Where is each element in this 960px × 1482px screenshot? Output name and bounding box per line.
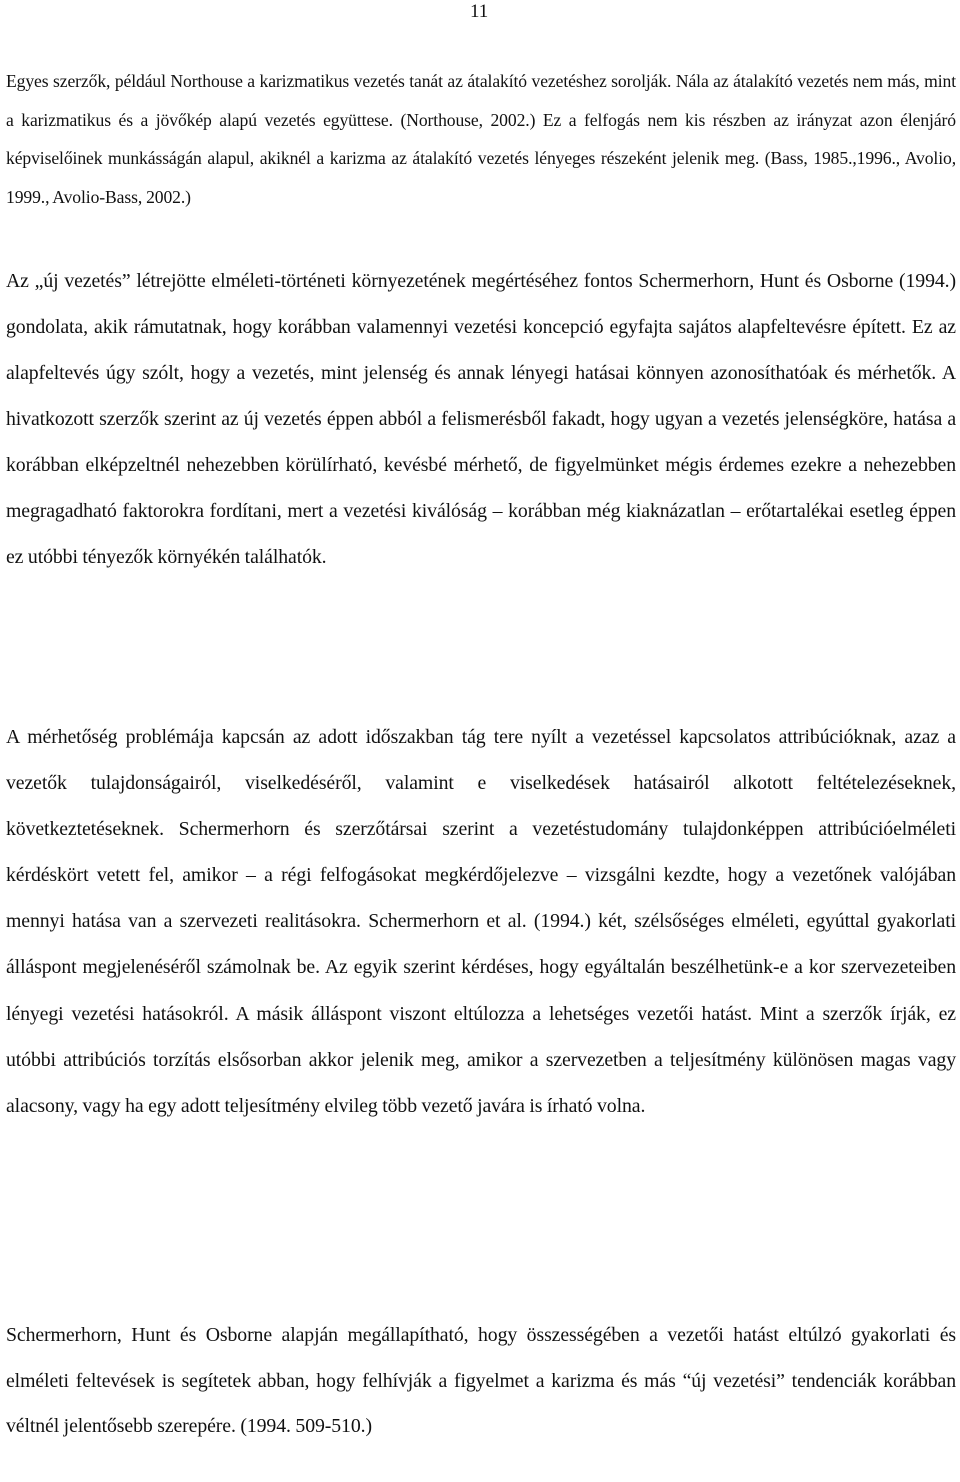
page-number: 11 (470, 1, 489, 22)
paragraph-new-leadership-context: Az „új vezetés” létrejötte elméleti-történeti környezetének megértéséhez fontos Schermerhorn, Hunt és Osborne (1994.) gondolata, akik rámutatnak, hogy korábban valamennyi vezetési koncepció egyfajta sajátos alapfeltevésre épített. Ez az alapfeltevés úgy szólt, hogy a vezetés, mint jelenség és annak lényegi hatásai könnyen azonosíthatóak és mérhetők. A hivatkozott szerzők szerint az új vezetés éppen abból a felismerésből fakadt, hogy ugyan a vezetés jelenségköre, hatása a korábban elképzeltnél nehezebben körülírható, kevésbé mérhető, de figyelmünket mégis érdemes ezekre a nehezebben megragadható faktorokra fordítani, mert a vezetési kiválóság – korábban még kiaknázatlan – erőtartalékai esetleg éppen ez utóbbi tényezők környékén találhatók. (6, 270, 956, 568)
paragraph-measurability-attribution: A mérhetőség problémája kapcsán az adott időszakban tág tere nyílt a vezetéssel kapcsolatos attribúcióknak, azaz a vezetők tulajdonságairól, viselkedéséről, valamint e viselkedések hatásairól alkotott feltételezéseknek, következtetéseknek. Schermerhorn és szerzőtársai szerint a vezetéstudomány tulajdonképpen attribúcióelméleti kérdéskört vetett fel, amikor – a régi felfogásokat megkérdőjelezve – vizsgálni kezdte, hogy a vezetőnek valójában mennyi hatása van a szervezeti realitásokra. Schermerhorn et al. (1994.) két, szélsőséges elméleti, egyúttal gyakorlati álláspont megjelenéséről számolnak be. Az egyik szerint kérdéses, hogy egyáltalán beszélhetünk-e a kor szervezeteiben lényegi vezetési hatásokról. A másik álláspont viszont eltúlozza a lehetséges vezetői hatást. Mint a szerzők írják, ez utóbbi attribúciós torzítás elsősorban akkor jelenik meg, amikor a szervezetben a teljesítmény különösen magas vagy alacsony, vagy ha egy adott teljesítmény elvileg több vezető javára is írható volna. (6, 726, 956, 1117)
paragraph-schermerhorn-conclusion: Schermerhorn, Hunt és Osborne alapján megállapítható, hogy összességében a vezetői hatást eltúlzó gyakorlati és elméleti feltevések is segítetek abban, hogy felhívják a figyelmet a karizma és más “új vezetési” tendenciák korábban véltnél jelentősebb szerepére. (1994. 509-510.) (6, 1324, 956, 1437)
paragraph-northouse-transformational-leadership: Egyes szerzők, például Northouse a karizmatikus vezetés tanát az átalakító vezetéshez sorolják. Nála az átalakító vezetés nem más, mint a karizmatikus és a jövőkép alapú vezetés együttese. (Northouse, 2002.) Ez a felfogás nem kis részben az irányzat azon élenjáró képviselőinek munkásságán alapul, akiknél a karizma az átalakító vezetés lényeges részeként jelenik meg. (Bass, 1985.,1996., Avolio, 1999., Avolio-Bass, 2002.) (6, 71, 956, 207)
